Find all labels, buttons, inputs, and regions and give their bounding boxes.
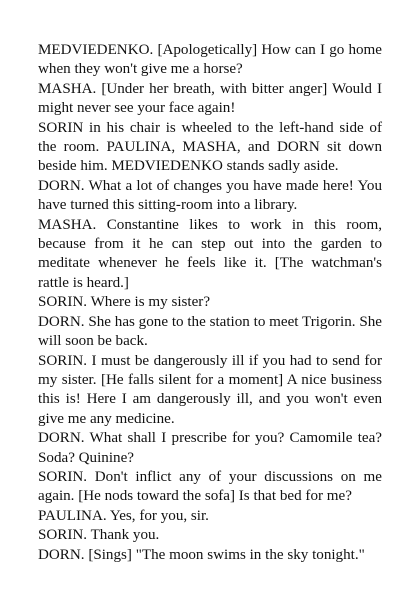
dialogue-sorin-ill: SORIN. I must be dangerously ill if you had to send for my sister. [He falls silent for a moment] A nice business this is! Here I am dangerously ill, and you won't even give me any medicine. <box>38 352 382 427</box>
stage-direction-sorin-wheeled: SORIN in his chair is wheeled to the left-hand side of the room. PAULINA, MASHA, and DORN sit down beside him. MEDVIEDENKO stands sadly aside. <box>38 119 382 175</box>
dialogue-dorn-sings: DORN. [Sings] "The moon swims in the sky tonight." <box>38 546 365 563</box>
dialogue-dorn-prescribe: DORN. What shall I prescribe for you? Camomile tea? Soda? Quinine? <box>38 430 382 466</box>
dialogue-sorin-sister: SORIN. Where is my sister? <box>38 294 211 311</box>
dialogue-dorn-station: DORN. She has gone to the station to meet Trigorin. She will soon be back. <box>38 313 382 350</box>
play-text <box>38 41 382 565</box>
dialogue-masha-bitter: MASHA. [Under her breath, with bitter anger] Would I might never see your face again! <box>38 80 382 117</box>
dialogue-dorn-library: DORN. What a lot of changes you have made here! You have turned this sitting-room into a library. <box>38 177 382 214</box>
dialogue-medviedenko-horse: MEDVIEDENKO. [Apologetically] How can I go home when they won't give me a horse? <box>38 42 382 78</box>
dialogue-sorin-thanks: SORIN. Thank you. <box>38 527 160 544</box>
dialogue-sorin-bed: SORIN. Don't inflict any of your discussions on me again. [He nods toward the sofa] Is that bed for me? <box>38 468 382 505</box>
dialogue-paulina-yes: PAULINA. Yes, for you, sir. <box>38 507 209 524</box>
dialogue-masha-constantine: MASHA. Constantine likes to work in this room, because from it he can step out into the garden to meditate whenever he feels like it. [The watchman's rattle is heard.] <box>38 216 382 291</box>
